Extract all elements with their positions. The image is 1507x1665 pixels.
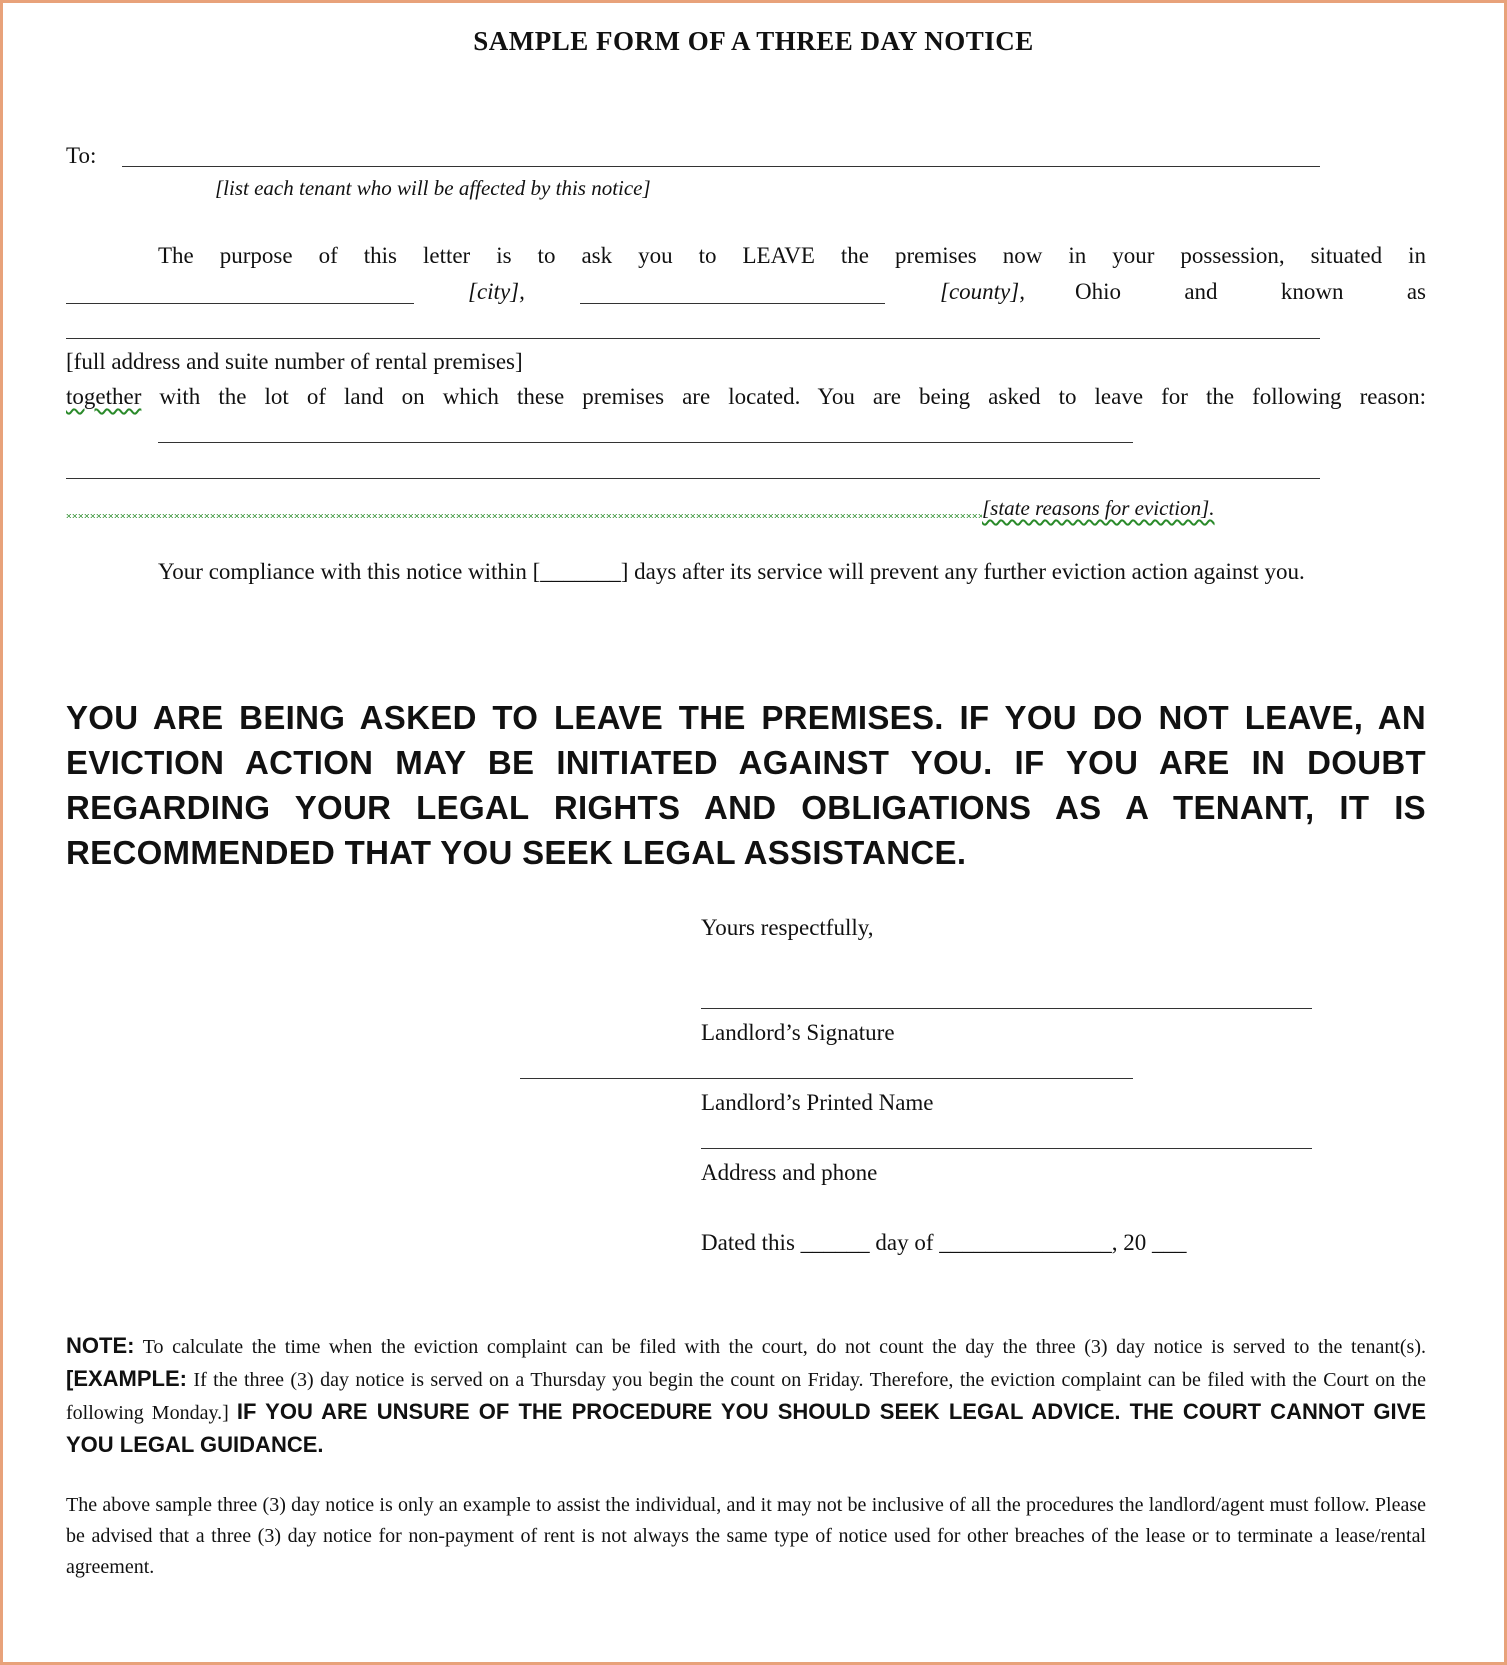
to-hint: [list each tenant who will be affected by this notice] xyxy=(215,176,651,200)
note-text-2: If the three (3) day notice is served on a Thursday you begin the count on Friday. Therefore, the eviction complaint can be filed with the Court on the following Monday.] xyxy=(66,1369,1427,1424)
address-phone-label: Address and phone xyxy=(701,1160,878,1185)
together-line xyxy=(66,379,1426,415)
closing: Yours respectfully, xyxy=(701,915,874,940)
document-title: SAMPLE FORM OF A THREE DAY NOTICE xyxy=(473,26,1034,56)
address-field-line[interactable] xyxy=(66,338,1320,339)
address-hint: [full address and suite number of rental premises] xyxy=(66,349,523,374)
note-paragraph xyxy=(66,1330,1426,1462)
ohio-known-as: Ohio and known as xyxy=(1075,279,1426,304)
eviction-warning: YOU ARE BEING ASKED TO LEAVE THE PREMISES. IF YOU DO NOT LEAVE, AN EVICTION ACTION MAY BE INITIATED AGAINST YOU. IF YOU ARE IN DOUBT REGARDING YOUR LEGAL RIGHTS AND OBLIGATIONS AS A TENANT, IT IS RECOMMENDED THAT YOU SEEK LEGAL ASSISTANCE. xyxy=(66,699,1426,871)
printed-name-line[interactable] xyxy=(520,1078,1133,1079)
county-hint: [county], xyxy=(940,279,1025,304)
county-field-line[interactable] xyxy=(580,303,885,304)
landlord-signature-label: Landlord’s Signature xyxy=(701,1020,895,1045)
reason-field-line-1[interactable] xyxy=(158,442,1133,443)
signature-line[interactable] xyxy=(701,1008,1312,1009)
purpose-line1: The purpose of this letter is to ask you to LEAVE the premises now in your possession, situated in xyxy=(158,243,1426,268)
reason-field-line-2[interactable] xyxy=(66,478,1320,479)
city-field-line[interactable] xyxy=(66,303,414,304)
note-text-1: To calculate the time when the eviction complaint can be filed with the court, do not count the day the three (3) day notice is served to the tenant(s). xyxy=(142,1336,1426,1358)
compliance-paragraph: Your compliance with this notice within [_______] days after its service will prevent any further eviction action against you. xyxy=(158,559,1305,584)
city-hint: [city], xyxy=(468,279,525,304)
disclaimer-paragraph: The above sample three (3) day notice is only an example to assist the individual, and it may not be inclusive of all the procedures the landlord/agent must follow. Please be advised that a three (3) day notice for non-payment of rent is not always the same type of notice used for other breaches of the lease or to terminate a lease/rental agreement. xyxy=(66,1494,1426,1578)
note-bold-tail: IF YOU ARE UNSURE OF THE PROCEDURE YOU SHOULD SEEK LEGAL ADVICE. THE COURT CANNOT GIVE YOU LEGAL GUIDANCE. xyxy=(66,1399,1426,1457)
reasons-hint: [state reasons for eviction]. xyxy=(982,496,1215,520)
together-rest: with the lot of land on which these premises are located. You are being asked to leave for the following reason: xyxy=(159,384,1426,409)
to-field-line[interactable] xyxy=(122,166,1320,167)
address-phone-line[interactable] xyxy=(701,1148,1312,1149)
note-label: NOTE: xyxy=(66,1333,135,1358)
together-word: together xyxy=(66,384,142,409)
to-label: To: xyxy=(66,143,97,168)
example-label: [EXAMPLE: xyxy=(66,1366,187,1391)
spellcheck-underline xyxy=(66,514,982,518)
dated-line: Dated this ______ day of _______________, 20 ___ xyxy=(701,1230,1187,1255)
landlord-printed-name-label: Landlord’s Printed Name xyxy=(701,1090,934,1115)
